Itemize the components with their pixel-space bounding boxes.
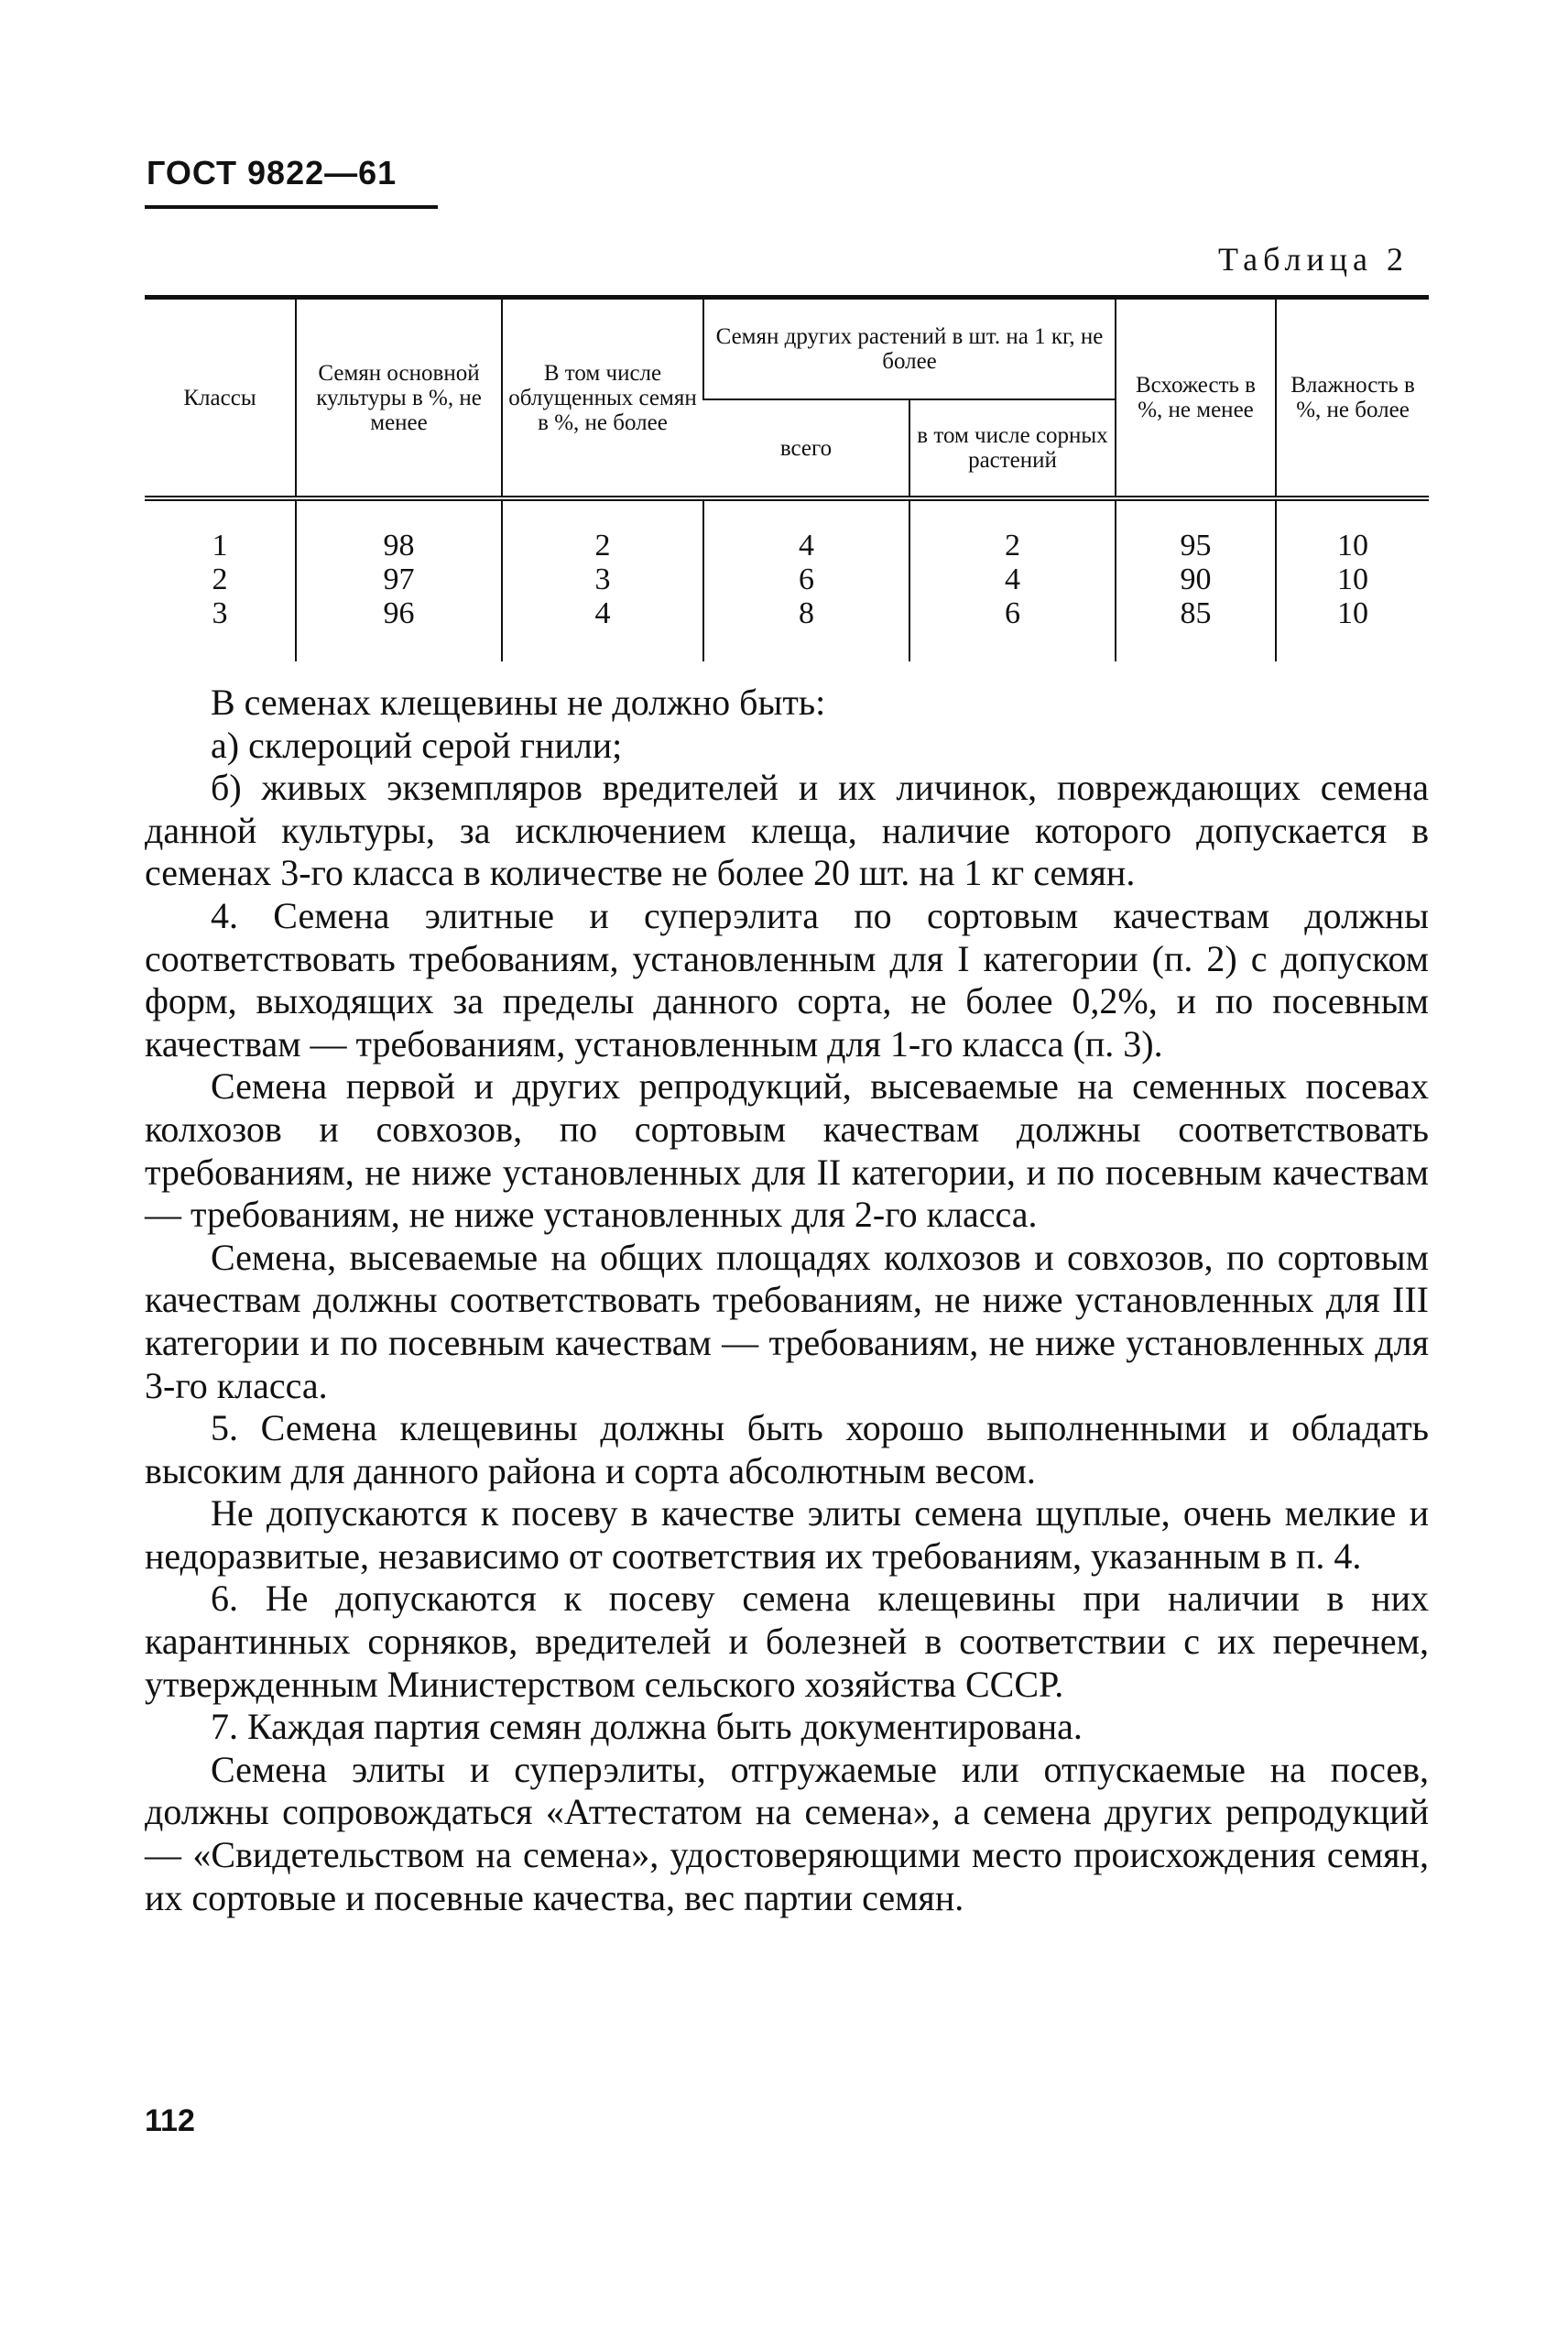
col-header-germination: Всхожесть в %, не менее [1116,298,1276,499]
paragraph: Не допускаются к посеву в качестве элиты семена щуплые, очень мелкие и недоразвитые, независимо от соответствия их требованиям, указанным в п. 4. [145,1492,1429,1577]
cell-value: 2 [212,562,228,596]
page-number: 112 [145,2103,195,2138]
cell-value: 6 [1005,596,1020,630]
cell-value: 85 [1180,596,1212,630]
cell-classes [145,498,296,661]
cell-value: 96 [383,596,415,630]
paragraph: Семена элиты и суперэлиты, отгружаемые или отпускаемые на посев, должны сопровождаться «Аттестатом на семена», а семена других репродукций — «Свидетельством на семена», удостоверяющими место происхождения семян, их сортовые и посевные качества, вес партии семян. [145,1748,1429,1918]
cell-moisture [1276,498,1429,661]
col-header-other-plants: Семян других растений в шт. на 1 кг, не более [703,298,1116,400]
cell-value: 2 [594,529,611,562]
col-header-moisture: Влажность в %, не более [1276,298,1429,499]
paragraph: 7. Каждая партия семян должна быть документирована. [211,1706,1083,1748]
cell-value: 3 [594,562,611,596]
body-text [145,682,1429,1919]
paragraph: 6. Не допускаются к посеву семена клещевины при наличии в них карантинных сорняков, вредителей и болезней в соответствии с их перечнем, утвержденным Министерством сельского хозяйства СССР. [145,1578,1429,1705]
cell-hulled [502,498,703,661]
cell-value: 6 [799,562,814,596]
paragraph: а) склероций серой гнили; [211,724,623,766]
cell-value: 4 [799,529,814,562]
paragraph: 4. Семена элитные и суперэлита по сортовым качествам должны соответствовать требованиям, установленным для I категории (п. 2) с допуском форм, выходящих за пределы данного сорта, не более 0,2%, и по посевным качествам — требованиям, установленным для 1-го класса (п. 3). [145,894,1429,1065]
cell-value: 2 [1005,529,1020,562]
cell-other-total [703,498,909,661]
paragraph: Семена первой и других репродукций, высеваемые на семенных посевах колхозов и совхозов, по сортовым качествам должны соответствовать требованиям, не ниже установленных для II категории, и по посевным качествам — требованиям, не ниже установленных для 2-го класса. [145,1065,1429,1236]
cell-value: 95 [1180,529,1212,562]
table-data-row [145,498,1429,661]
cell-value: 8 [799,596,814,630]
cell-value: 3 [212,596,228,630]
cell-value: 10 [1337,562,1368,596]
paragraph: б) живых экземпляров вредителей и их личинок, повреждающих семена данной культуры, за исключением клеща, наличие которого допускается в семенах 3-го класса в количестве не более 20 шт. на 1 кг семян. [145,767,1429,894]
cell-main-seeds [296,498,502,661]
col-header-other-total: всего [703,399,909,498]
header-rule [145,205,438,209]
cell-germination [1116,498,1276,661]
cell-value: 97 [383,562,415,596]
cell-other-weeds [909,498,1116,661]
paragraph: В семенах клещевины не должно быть: [211,682,826,723]
cell-value: 1 [212,529,228,562]
cell-value: 98 [383,529,415,562]
cell-value: 10 [1337,529,1368,562]
col-header-other-weeds: в том числе сорных растений [909,399,1116,498]
paragraph: 5. Семена клещевины должны быть хорошо выполненными и обладать высоким для данного района и сорта абсолютным весом. [145,1407,1429,1491]
cell-value: 4 [1005,562,1020,596]
cell-value: 90 [1180,562,1212,596]
table-caption: Таблица 2 [1218,241,1409,278]
col-header-classes: Классы [145,298,296,499]
paragraph: Семена, высеваемые на общих площадях колхозов и совхозов, по сортовым качествам должны соответствовать требованиям, не ниже установленных для III категории и по посевным качествам — требованиям, не ниже установленных для 3-го класса. [145,1236,1429,1406]
col-header-main-seeds: Семян основной культуры в %, не менее [296,298,502,499]
cell-value: 4 [594,596,611,630]
page-header-code: ГОСТ 9822—61 [147,154,397,191]
seed-class-table [145,295,1429,661]
col-header-hulled: В том числе облущенных семян в %, не более [502,298,703,499]
cell-value: 10 [1337,596,1368,630]
